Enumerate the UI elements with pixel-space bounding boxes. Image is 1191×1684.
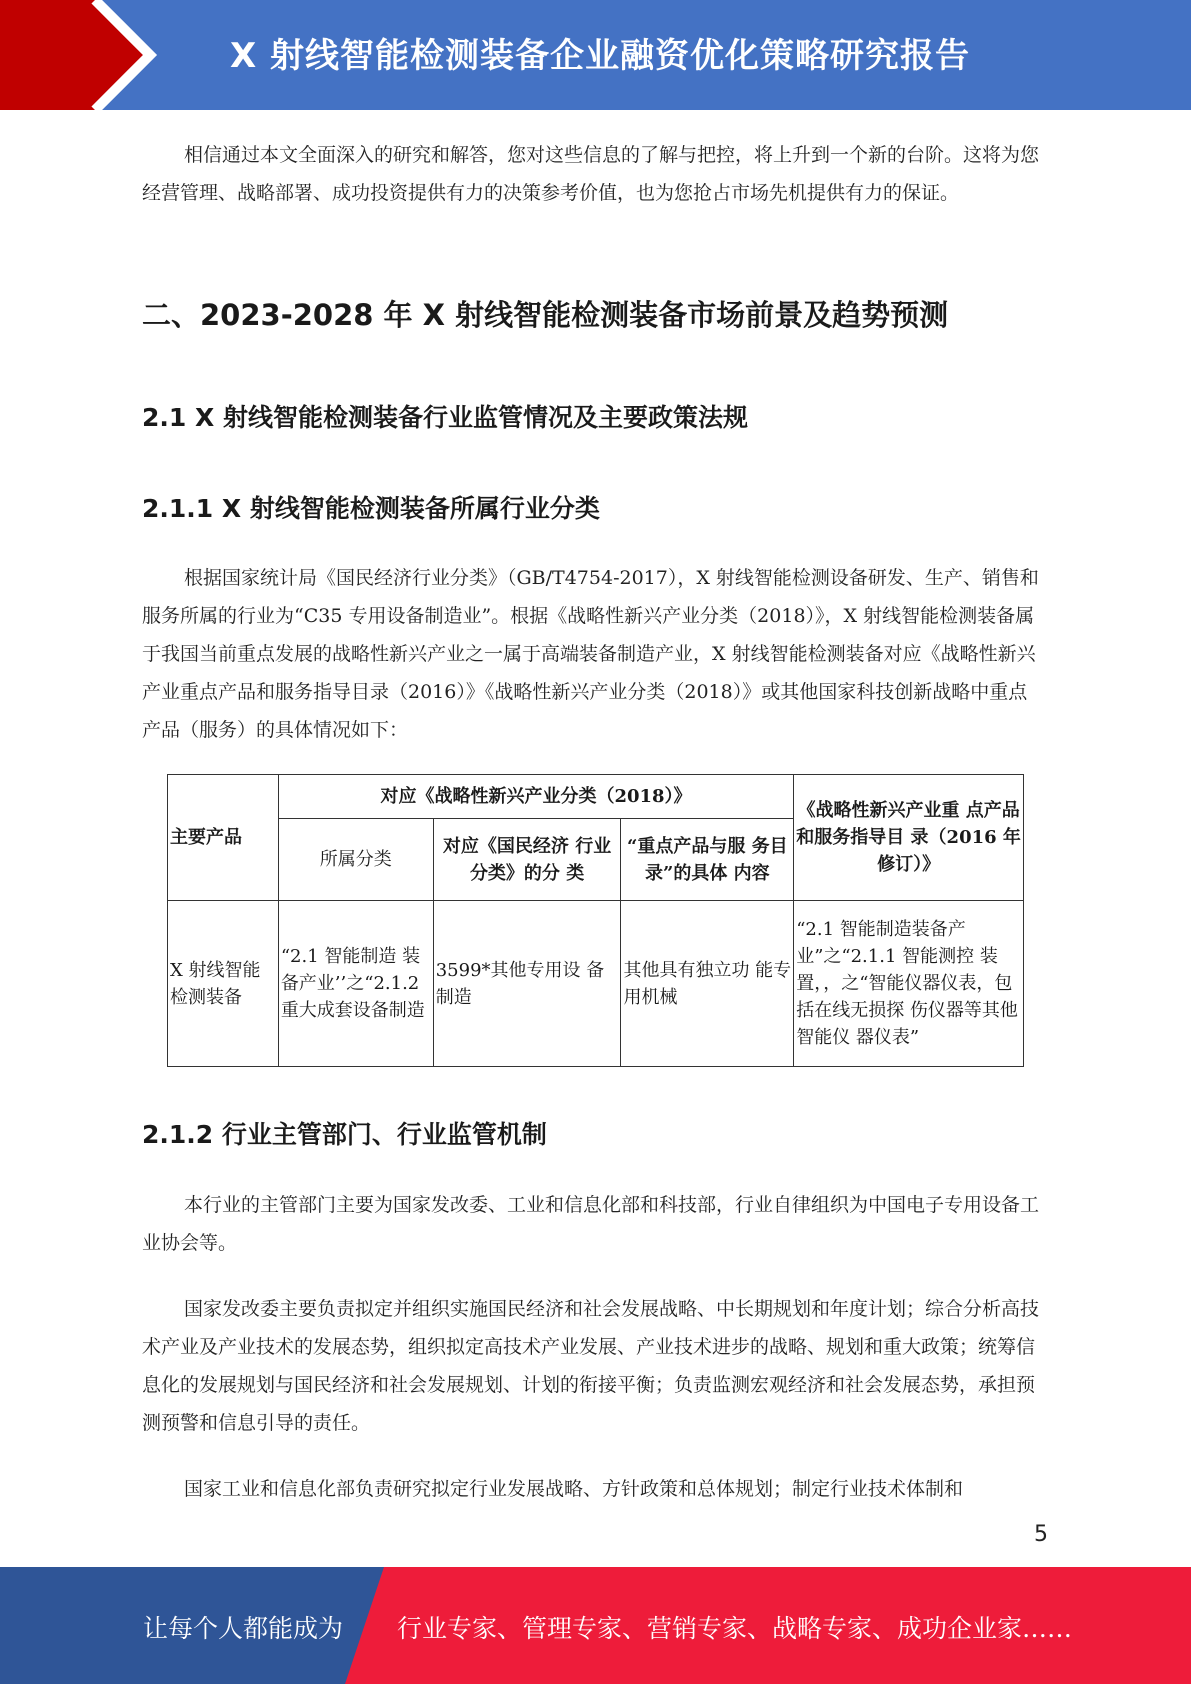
national-econ-header: 对应《国民经济 行业分类》的分 类 [433, 819, 621, 901]
regulators-paragraph: 本行业的主管部门主要为国家发改委、工业和信息化部和科技部，行业自律组织为中国电子专用设备工业协会等。 [142, 1194, 1040, 1254]
page-footer [0, 1567, 1191, 1684]
main-product-header: 主要产品 [168, 775, 279, 901]
intro-paragraph: 相信通过本文全面深入的研究和解答，您对这些信息的了解与把控，将上升到一个新的台阶。这将为您经营管理、战略部署、成功投资提供有力的决策参考价值，也为您抢占市场先机提供有力的保证。 [142, 144, 1040, 204]
key-products-cell: 其他具有独立功 能专用机械 [621, 901, 794, 1067]
footer-slogan-left: 让每个人都能成为 [143, 1614, 344, 1643]
page-number: 5 [1034, 1522, 1048, 1547]
section-2-1-2-heading: 2.1.2 行业主管部门、行业监管机制 [142, 1120, 547, 1149]
product-cell: X 射线智能检测装备 [168, 901, 279, 1067]
industry-classification-table [167, 774, 1024, 1067]
section-2-heading: 二、2023-2028 年 X 射线智能检测装备市场前景及趋势预测 [142, 298, 949, 332]
category-cell: “2.1 智能制造 装备产业’’之“2.1.2 重大成套设备制造 [278, 901, 433, 1067]
footer-slogan-right: 行业专家、管理专家、营销专家、战略专家、成功企业家…… [397, 1614, 1073, 1643]
industry-classification-paragraph: 根据国家统计局《国民经济行业分类》（GB/T4754-2017），X 射线智能检测设备研发、生产、销售和服务所属的行业为“C35 专用设备制造业”。根据《战略性新兴产业分类（2018）》，X 射线智能检测装备属于我国当前重点发展的战略性新兴产业之一属于高端装备制造产业，X 射线智能检测装备对应《战略性新兴产业重点产品和服务指导目录（2016）》《战略性新兴产业分类（2018）》或其他国家科技创新战略中重点产品（服务）的具体情况如下： [142, 567, 1039, 741]
section-2-1-1-heading: 2.1.1 X 射线智能检测装备所属行业分类 [142, 494, 600, 523]
miit-paragraph: 国家工业和信息化部负责研究拟定行业发展战略、方针政策和总体规划；制定行业技术体制和 [184, 1478, 964, 1500]
section-2-1-heading: 2.1 X 射线智能检测装备行业监管情况及主要政策法规 [142, 403, 748, 432]
catalog-2016-cell: “2.1 智能制造装备产 业”之“2.1.1 智能测控 装置，，之“智能仪器仪表，包括在线无损探 伤仪器等其他智能仪 器仪表” [794, 901, 1024, 1067]
key-products-header: “重点产品与服 务目录”的具体 内容 [621, 819, 794, 901]
catalog-2016-header: 《战略性新兴产业重 点产品和服务指导目 录（2016 年修订）》 [794, 775, 1024, 901]
classification-2018-header: 对应《战略性新兴产业分类（2018）》 [278, 775, 793, 819]
table-header-row [168, 775, 1024, 819]
page-header [0, 0, 1191, 110]
report-title: X 射线智能检测装备企业融资优化策略研究报告 [230, 36, 971, 76]
table-row [168, 901, 1024, 1067]
category-header: 所属分类 [278, 819, 433, 901]
ndrc-paragraph: 国家发改委主要负责拟定并组织实施国民经济和社会发展战略、中长期规划和年度计划；综合分析高技术产业及产业技术的发展态势，组织拟定高技术产业发展、产业技术进步的战略、规划和重大政策；统筹信息化的发展规划与国民经济和社会发展规划、计划的衔接平衡；负责监测宏观经济和社会发展态势，承担预测预警和信息引导的责任。 [142, 1298, 1040, 1434]
national-econ-cell: 3599*其他专用设 备制造 [433, 901, 621, 1067]
